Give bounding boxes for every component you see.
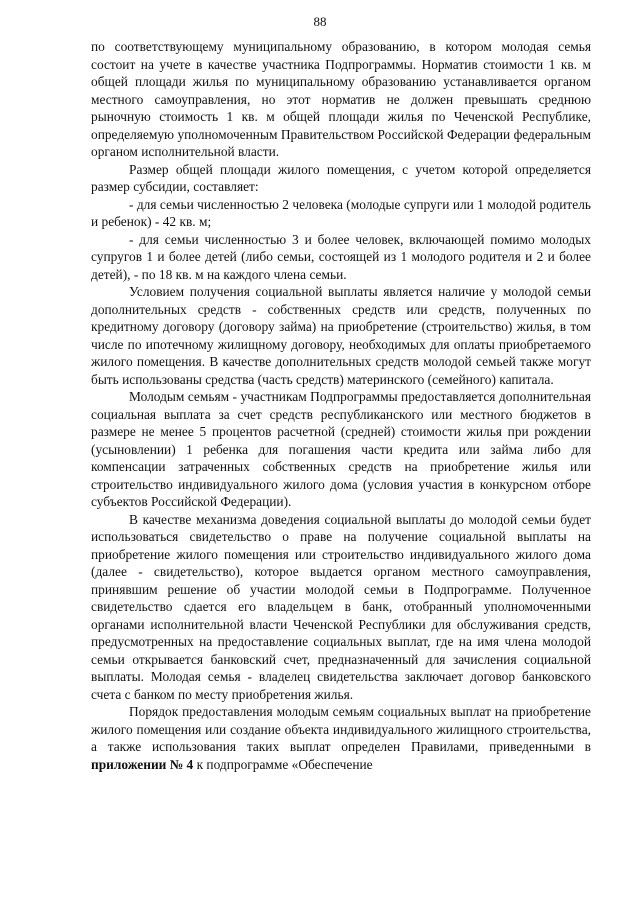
appendix-reference: приложении № 4 bbox=[91, 756, 194, 772]
paragraph-6: Молодым семьям - участникам Подпрограммы предоставляется дополнительная социальная выплата за счет средств республиканского или местного бюджетов в размере не менее 5 процентов расчетной (средней) стоимости жилья при рождении (усыновлении) 1 ребенка для погашения части кредита или займа либо для компенсации затраченных собственных средств на приобретение жилья или строительство индивидуального жилого дома (условия участия в конкурсном отборе субъектов Российской Федерации). bbox=[91, 389, 591, 509]
paragraph-8 bbox=[91, 703, 591, 773]
paragraph-7: В качестве механизма доведения социальной выплаты до молодой семьи будет использоваться свидетельство о праве на получение социальной выплаты на приобретение жилого помещения или строительство индивидуального жилого дома (далее - свидетельство), которое выдается органом местного самоуправления, принявшим решение об участии молодой семьи в Подпрограмме. Полученное свидетельство сдается его владельцем в банк, отобранный уполномоченными органами исполнительной власти Чеченской Республики для обслуживания средств, предусмотренных на предоставление социальных выплат, где на имя члена молодой семьи открывается банковский счет, предназначенный для зачисления социальной выплаты. Молодая семья - владелец свидетельства заключает договор банковского счета с банком по месту приобретения жилья. bbox=[91, 511, 591, 702]
document-body bbox=[91, 38, 591, 773]
paragraph-3: - для семьи численностью 2 человека (молодые супруги или 1 молодой родитель и ребенок) - 42 кв. м; bbox=[91, 196, 591, 229]
page-number: 88 bbox=[313, 14, 327, 29]
paragraph-8-text-after: к подпрограмме «Обеспечение bbox=[193, 756, 373, 772]
paragraph-5: Условием получения социальной выплаты является наличие у молодой семьи дополнительных средств - собственных средств или средств, полученных по кредитному договору (договору займа) на приобретение (строительство) жилья, в том числе по ипотечному жилищному договору, необходимых для оплаты приобретаемого жилого помещения. В качестве дополнительных средств молодой семьей также могут быть использованы средства (часть средств) материнского (семейного) капитала. bbox=[91, 284, 591, 387]
paragraph-4: - для семьи численностью 3 и более человек, включающей помимо молодых супругов 1 и более детей (либо семьи, состоящей из 1 молодого родителя и 2 и более детей), - по 18 кв. м на каждого члена семьи. bbox=[91, 231, 591, 282]
paragraph-8-text-before: Порядок предоставления молодым семьям социальных выплат на приобретение жилого помещения или создание объекта индивидуального жилищного строительства, а также использования таких выплат определен Правилами, приведенными в bbox=[91, 704, 591, 754]
paragraph-2: Размер общей площади жилого помещения, с учетом которой определяется размер субсидии, составляет: bbox=[91, 161, 591, 194]
paragraph-1: по соответствующему муниципальному образованию, в котором молодая семья состоит на учете в качестве участника Подпрограммы. Норматив стоимости 1 кв. м общей площади жилья по муниципальному образованию устанавливается органом местного самоуправления, но этот норматив не должен превышать среднюю рыночную стоимость 1 кв. м общей площади жилья по Чеченской Республике, определяемую уполномоченным Правительством Российской Федерации федеральным органом исполнительной власти. bbox=[91, 39, 591, 159]
